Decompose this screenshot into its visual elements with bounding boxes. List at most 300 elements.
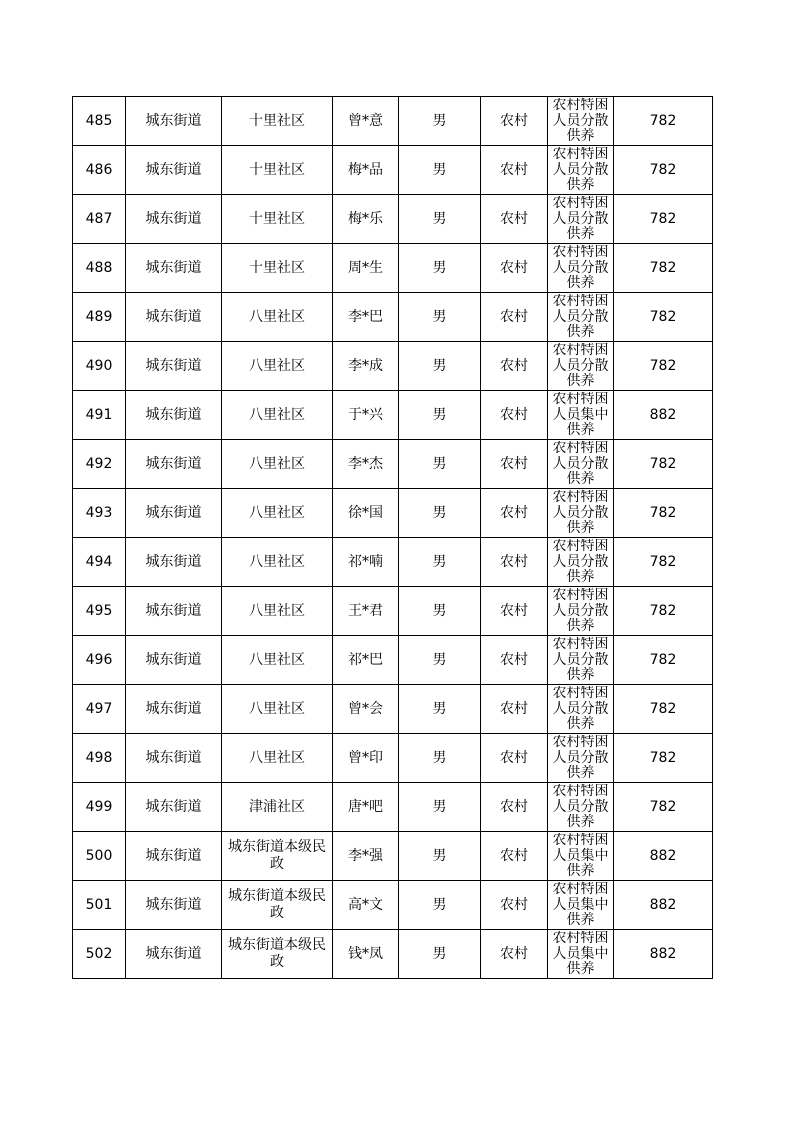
area-cell-text: 农村 bbox=[500, 456, 528, 472]
support-type-cell bbox=[548, 636, 614, 685]
area-cell bbox=[481, 342, 548, 391]
amount-cell bbox=[614, 538, 713, 587]
amount-cell bbox=[614, 97, 713, 146]
support-type-cell-text: 农村特困人员分散供养 bbox=[552, 637, 609, 683]
person-name-cell-text: 祁*巴 bbox=[348, 652, 383, 668]
area-cell-text: 农村 bbox=[500, 652, 528, 668]
community-cell-text: 八里社区 bbox=[249, 504, 305, 521]
row-number-text: 496 bbox=[85, 652, 113, 668]
gender-cell bbox=[399, 342, 481, 391]
amount-cell bbox=[614, 489, 713, 538]
street-cell bbox=[126, 244, 222, 293]
person-name-cell bbox=[333, 930, 399, 979]
support-type-cell-text: 农村特困人员分散供养 bbox=[552, 343, 609, 389]
gender-cell-text: 男 bbox=[432, 211, 447, 227]
gender-cell bbox=[399, 636, 481, 685]
community-cell bbox=[222, 734, 333, 783]
community-cell bbox=[222, 636, 333, 685]
gender-cell bbox=[399, 734, 481, 783]
amount-cell-text: 782 bbox=[649, 309, 677, 325]
person-name-cell bbox=[333, 538, 399, 587]
support-type-cell-text: 农村特困人员分散供养 bbox=[552, 245, 609, 291]
person-name-cell bbox=[333, 97, 399, 146]
street-cell bbox=[126, 930, 222, 979]
row-number-text: 501 bbox=[85, 897, 113, 913]
area-cell bbox=[481, 538, 548, 587]
gender-cell bbox=[399, 489, 481, 538]
community-cell-text: 十里社区 bbox=[249, 112, 305, 129]
street-cell bbox=[126, 783, 222, 832]
support-type-cell bbox=[548, 685, 614, 734]
amount-cell bbox=[614, 244, 713, 293]
area-cell bbox=[481, 391, 548, 440]
amount-cell bbox=[614, 342, 713, 391]
gender-cell-text: 男 bbox=[432, 407, 447, 423]
area-cell-text: 农村 bbox=[500, 554, 528, 570]
area-cell-text: 农村 bbox=[500, 750, 528, 766]
gender-cell bbox=[399, 391, 481, 440]
person-name-cell bbox=[333, 195, 399, 244]
gender-cell bbox=[399, 538, 481, 587]
street-cell bbox=[126, 538, 222, 587]
area-cell-text: 农村 bbox=[500, 603, 528, 619]
row-number-text: 493 bbox=[85, 505, 113, 521]
row-number bbox=[73, 489, 126, 538]
person-name-cell-text: 曾*意 bbox=[348, 113, 383, 129]
support-type-cell-text: 农村特困人员集中供养 bbox=[552, 931, 609, 977]
person-name-cell-text: 曾*会 bbox=[348, 701, 383, 717]
area-cell bbox=[481, 685, 548, 734]
amount-cell-text: 782 bbox=[649, 799, 677, 815]
area-cell bbox=[481, 930, 548, 979]
street-cell-text: 城东街道 bbox=[145, 407, 202, 423]
person-name-cell-text: 唐*吧 bbox=[348, 799, 383, 815]
support-type-cell bbox=[548, 734, 614, 783]
amount-cell bbox=[614, 930, 713, 979]
row-number bbox=[73, 930, 126, 979]
community-cell bbox=[222, 97, 333, 146]
gender-cell bbox=[399, 881, 481, 930]
area-cell-text: 农村 bbox=[500, 848, 528, 864]
table-row bbox=[73, 881, 713, 930]
amount-cell bbox=[614, 881, 713, 930]
amount-cell bbox=[614, 587, 713, 636]
amount-cell-text: 782 bbox=[649, 260, 677, 276]
table-row bbox=[73, 734, 713, 783]
gender-cell-text: 男 bbox=[432, 554, 447, 570]
street-cell-text: 城东街道 bbox=[145, 162, 202, 178]
row-number bbox=[73, 538, 126, 587]
gender-cell bbox=[399, 685, 481, 734]
street-cell-text: 城东街道 bbox=[145, 211, 202, 227]
amount-cell bbox=[614, 195, 713, 244]
area-cell bbox=[481, 881, 548, 930]
area-cell bbox=[481, 489, 548, 538]
support-type-cell bbox=[548, 244, 614, 293]
table-row bbox=[73, 146, 713, 195]
community-cell-text: 城东街道本级民政 bbox=[228, 937, 326, 970]
support-type-cell bbox=[548, 97, 614, 146]
area-cell bbox=[481, 97, 548, 146]
amount-cell bbox=[614, 146, 713, 195]
community-cell-text: 八里社区 bbox=[249, 357, 305, 374]
support-type-cell-text: 农村特困人员分散供养 bbox=[552, 588, 609, 634]
person-name-cell-text: 祁*喃 bbox=[348, 554, 383, 570]
row-number bbox=[73, 783, 126, 832]
support-type-cell bbox=[548, 293, 614, 342]
amount-cell-text: 882 bbox=[649, 897, 677, 913]
community-cell bbox=[222, 146, 333, 195]
community-cell-text: 城东街道本级民政 bbox=[228, 888, 326, 921]
community-cell bbox=[222, 538, 333, 587]
area-cell bbox=[481, 244, 548, 293]
street-cell bbox=[126, 636, 222, 685]
community-cell-text: 十里社区 bbox=[249, 161, 305, 178]
person-name-cell-text: 于*兴 bbox=[348, 407, 383, 423]
person-name-cell-text: 周*生 bbox=[348, 260, 383, 276]
area-cell-text: 农村 bbox=[500, 897, 528, 913]
row-number bbox=[73, 195, 126, 244]
amount-cell-text: 882 bbox=[649, 946, 677, 962]
amount-cell bbox=[614, 636, 713, 685]
gender-cell-text: 男 bbox=[432, 897, 447, 913]
area-cell-text: 农村 bbox=[500, 407, 528, 423]
community-cell bbox=[222, 881, 333, 930]
table-row bbox=[73, 489, 713, 538]
community-cell bbox=[222, 195, 333, 244]
gender-cell-text: 男 bbox=[432, 309, 447, 325]
amount-cell bbox=[614, 685, 713, 734]
street-cell-text: 城东街道 bbox=[145, 113, 202, 129]
area-cell-text: 农村 bbox=[500, 309, 528, 325]
row-number bbox=[73, 587, 126, 636]
community-cell-text: 十里社区 bbox=[249, 259, 305, 276]
gender-cell bbox=[399, 832, 481, 881]
table-row bbox=[73, 783, 713, 832]
row-number-text: 494 bbox=[85, 554, 113, 570]
area-cell bbox=[481, 440, 548, 489]
person-name-cell bbox=[333, 391, 399, 440]
table-row bbox=[73, 97, 713, 146]
amount-cell-text: 782 bbox=[649, 358, 677, 374]
gender-cell-text: 男 bbox=[432, 505, 447, 521]
support-type-cell-text: 农村特困人员分散供养 bbox=[552, 441, 609, 487]
area-cell-text: 农村 bbox=[500, 701, 528, 717]
area-cell bbox=[481, 783, 548, 832]
person-name-cell-text: 梅*品 bbox=[348, 162, 383, 178]
support-type-cell-text: 农村特困人员分散供养 bbox=[552, 196, 609, 242]
amount-cell bbox=[614, 391, 713, 440]
community-cell-text: 城东街道本级民政 bbox=[228, 839, 326, 872]
support-type-cell-text: 农村特困人员分散供养 bbox=[552, 686, 609, 732]
area-cell-text: 农村 bbox=[500, 358, 528, 374]
person-name-cell bbox=[333, 881, 399, 930]
amount-cell-text: 782 bbox=[649, 750, 677, 766]
table-row bbox=[73, 685, 713, 734]
gender-cell-text: 男 bbox=[432, 652, 447, 668]
row-number-text: 490 bbox=[85, 358, 113, 374]
community-cell-text: 八里社区 bbox=[249, 553, 305, 570]
street-cell bbox=[126, 293, 222, 342]
person-name-cell-text: 徐*国 bbox=[348, 505, 383, 521]
support-type-cell bbox=[548, 930, 614, 979]
gender-cell bbox=[399, 244, 481, 293]
community-cell bbox=[222, 685, 333, 734]
street-cell-text: 城东街道 bbox=[145, 309, 202, 325]
gender-cell bbox=[399, 97, 481, 146]
row-number-text: 491 bbox=[85, 407, 113, 423]
community-cell bbox=[222, 342, 333, 391]
table-row bbox=[73, 342, 713, 391]
support-type-cell-text: 农村特困人员集中供养 bbox=[552, 882, 609, 928]
table-row bbox=[73, 293, 713, 342]
street-cell-text: 城东街道 bbox=[145, 652, 202, 668]
street-cell bbox=[126, 685, 222, 734]
amount-cell-text: 782 bbox=[649, 162, 677, 178]
support-type-cell-text: 农村特困人员分散供养 bbox=[552, 490, 609, 536]
row-number bbox=[73, 244, 126, 293]
amount-cell-text: 882 bbox=[649, 407, 677, 423]
street-cell-text: 城东街道 bbox=[145, 897, 202, 913]
person-name-cell bbox=[333, 734, 399, 783]
row-number-text: 487 bbox=[85, 211, 113, 227]
support-type-cell-text: 农村特困人员分散供养 bbox=[552, 539, 609, 585]
gender-cell bbox=[399, 783, 481, 832]
support-type-cell-text: 农村特困人员分散供养 bbox=[552, 784, 609, 830]
gender-cell bbox=[399, 930, 481, 979]
gender-cell bbox=[399, 293, 481, 342]
community-cell bbox=[222, 293, 333, 342]
row-number bbox=[73, 97, 126, 146]
row-number bbox=[73, 636, 126, 685]
area-cell-text: 农村 bbox=[500, 505, 528, 521]
street-cell-text: 城东街道 bbox=[145, 358, 202, 374]
person-name-cell-text: 李*强 bbox=[348, 848, 383, 864]
gender-cell bbox=[399, 195, 481, 244]
row-number bbox=[73, 440, 126, 489]
area-cell-text: 农村 bbox=[500, 799, 528, 815]
support-type-cell bbox=[548, 587, 614, 636]
person-name-cell-text: 高*文 bbox=[348, 897, 383, 913]
table-row bbox=[73, 538, 713, 587]
area-cell-text: 农村 bbox=[500, 260, 528, 276]
support-type-cell bbox=[548, 832, 614, 881]
street-cell bbox=[126, 342, 222, 391]
street-cell-text: 城东街道 bbox=[145, 603, 202, 619]
community-cell bbox=[222, 587, 333, 636]
gender-cell bbox=[399, 587, 481, 636]
row-number bbox=[73, 734, 126, 783]
area-cell bbox=[481, 636, 548, 685]
support-type-cell bbox=[548, 538, 614, 587]
community-cell-text: 八里社区 bbox=[249, 749, 305, 766]
street-cell bbox=[126, 440, 222, 489]
street-cell bbox=[126, 391, 222, 440]
support-type-cell bbox=[548, 391, 614, 440]
row-number-text: 485 bbox=[85, 113, 113, 129]
community-cell bbox=[222, 244, 333, 293]
amount-cell bbox=[614, 783, 713, 832]
person-name-cell bbox=[333, 685, 399, 734]
community-cell bbox=[222, 489, 333, 538]
table-row bbox=[73, 636, 713, 685]
support-type-cell bbox=[548, 440, 614, 489]
community-cell-text: 八里社区 bbox=[249, 308, 305, 325]
street-cell bbox=[126, 881, 222, 930]
gender-cell-text: 男 bbox=[432, 799, 447, 815]
community-cell bbox=[222, 783, 333, 832]
roster-table bbox=[72, 96, 713, 979]
area-cell-text: 农村 bbox=[500, 211, 528, 227]
street-cell-text: 城东街道 bbox=[145, 701, 202, 717]
support-type-cell-text: 农村特困人员分散供养 bbox=[552, 735, 609, 781]
street-cell bbox=[126, 195, 222, 244]
community-cell bbox=[222, 391, 333, 440]
row-number-text: 495 bbox=[85, 603, 113, 619]
support-type-cell bbox=[548, 146, 614, 195]
gender-cell bbox=[399, 440, 481, 489]
area-cell-text: 农村 bbox=[500, 946, 528, 962]
person-name-cell bbox=[333, 489, 399, 538]
gender-cell-text: 男 bbox=[432, 848, 447, 864]
person-name-cell-text: 梅*乐 bbox=[348, 211, 383, 227]
street-cell-text: 城东街道 bbox=[145, 260, 202, 276]
area-cell bbox=[481, 587, 548, 636]
gender-cell-text: 男 bbox=[432, 750, 447, 766]
street-cell-text: 城东街道 bbox=[145, 750, 202, 766]
street-cell-text: 城东街道 bbox=[145, 456, 202, 472]
row-number bbox=[73, 391, 126, 440]
community-cell-text: 津浦社区 bbox=[249, 798, 305, 815]
street-cell-text: 城东街道 bbox=[145, 848, 202, 864]
gender-cell-text: 男 bbox=[432, 113, 447, 129]
gender-cell-text: 男 bbox=[432, 358, 447, 374]
table-row bbox=[73, 391, 713, 440]
support-type-cell bbox=[548, 342, 614, 391]
row-number-text: 492 bbox=[85, 456, 113, 472]
gender-cell-text: 男 bbox=[432, 946, 447, 962]
community-cell-text: 十里社区 bbox=[249, 210, 305, 227]
amount-cell-text: 782 bbox=[649, 505, 677, 521]
row-number bbox=[73, 685, 126, 734]
support-type-cell bbox=[548, 881, 614, 930]
row-number-text: 497 bbox=[85, 701, 113, 717]
table-row bbox=[73, 244, 713, 293]
amount-cell-text: 882 bbox=[649, 848, 677, 864]
street-cell bbox=[126, 587, 222, 636]
person-name-cell bbox=[333, 244, 399, 293]
person-name-cell bbox=[333, 293, 399, 342]
area-cell bbox=[481, 146, 548, 195]
row-number-text: 486 bbox=[85, 162, 113, 178]
community-cell-text: 八里社区 bbox=[249, 651, 305, 668]
amount-cell-text: 782 bbox=[649, 603, 677, 619]
table-row bbox=[73, 440, 713, 489]
gender-cell-text: 男 bbox=[432, 701, 447, 717]
area-cell bbox=[481, 293, 548, 342]
support-type-cell bbox=[548, 489, 614, 538]
amount-cell-text: 782 bbox=[649, 456, 677, 472]
street-cell bbox=[126, 97, 222, 146]
support-type-cell-text: 农村特困人员集中供养 bbox=[552, 392, 609, 438]
gender-cell bbox=[399, 146, 481, 195]
gender-cell-text: 男 bbox=[432, 260, 447, 276]
row-number-text: 499 bbox=[85, 799, 113, 815]
person-name-cell bbox=[333, 636, 399, 685]
street-cell bbox=[126, 146, 222, 195]
area-cell-text: 农村 bbox=[500, 113, 528, 129]
support-type-cell-text: 农村特困人员集中供养 bbox=[552, 833, 609, 879]
community-cell-text: 八里社区 bbox=[249, 455, 305, 472]
row-number-text: 498 bbox=[85, 750, 113, 766]
community-cell-text: 八里社区 bbox=[249, 602, 305, 619]
community-cell bbox=[222, 832, 333, 881]
person-name-cell-text: 李*巴 bbox=[348, 309, 383, 325]
community-cell-text: 八里社区 bbox=[249, 700, 305, 717]
gender-cell-text: 男 bbox=[432, 456, 447, 472]
person-name-cell-text: 李*杰 bbox=[348, 456, 383, 472]
row-number bbox=[73, 832, 126, 881]
amount-cell-text: 782 bbox=[649, 701, 677, 717]
amount-cell bbox=[614, 293, 713, 342]
community-cell bbox=[222, 440, 333, 489]
area-cell-text: 农村 bbox=[500, 162, 528, 178]
table-row bbox=[73, 587, 713, 636]
amount-cell-text: 782 bbox=[649, 554, 677, 570]
area-cell bbox=[481, 734, 548, 783]
row-number bbox=[73, 293, 126, 342]
area-cell bbox=[481, 832, 548, 881]
row-number bbox=[73, 881, 126, 930]
amount-cell-text: 782 bbox=[649, 113, 677, 129]
roster-body bbox=[73, 97, 713, 979]
street-cell-text: 城东街道 bbox=[145, 505, 202, 521]
amount-cell bbox=[614, 734, 713, 783]
community-cell bbox=[222, 930, 333, 979]
street-cell-text: 城东街道 bbox=[145, 799, 202, 815]
person-name-cell bbox=[333, 342, 399, 391]
table-row bbox=[73, 195, 713, 244]
person-name-cell bbox=[333, 587, 399, 636]
person-name-cell-text: 曾*印 bbox=[348, 750, 383, 766]
street-cell bbox=[126, 489, 222, 538]
person-name-cell bbox=[333, 832, 399, 881]
person-name-cell-text: 王*君 bbox=[348, 603, 383, 619]
amount-cell-text: 782 bbox=[649, 652, 677, 668]
row-number-text: 488 bbox=[85, 260, 113, 276]
street-cell bbox=[126, 734, 222, 783]
person-name-cell bbox=[333, 146, 399, 195]
row-number bbox=[73, 342, 126, 391]
person-name-cell bbox=[333, 783, 399, 832]
table-row bbox=[73, 832, 713, 881]
support-type-cell bbox=[548, 195, 614, 244]
person-name-cell-text: 钱*凤 bbox=[348, 946, 383, 962]
street-cell-text: 城东街道 bbox=[145, 554, 202, 570]
support-type-cell bbox=[548, 783, 614, 832]
row-number-text: 502 bbox=[85, 946, 113, 962]
row-number-text: 489 bbox=[85, 309, 113, 325]
gender-cell-text: 男 bbox=[432, 603, 447, 619]
area-cell bbox=[481, 195, 548, 244]
row-number-text: 500 bbox=[85, 848, 113, 864]
community-cell-text: 八里社区 bbox=[249, 406, 305, 423]
gender-cell-text: 男 bbox=[432, 162, 447, 178]
table-row bbox=[73, 930, 713, 979]
amount-cell bbox=[614, 832, 713, 881]
person-name-cell-text: 李*成 bbox=[348, 358, 383, 374]
row-number bbox=[73, 146, 126, 195]
